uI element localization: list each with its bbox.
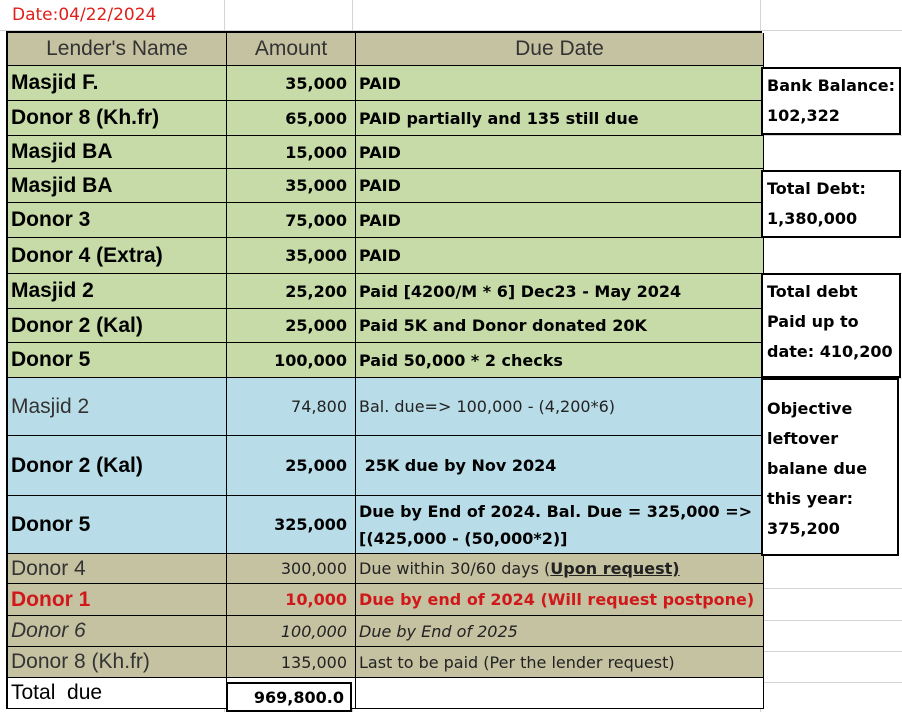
cell-amount-8[interactable]: 25,000 [227, 309, 356, 343]
cell-due-11[interactable]: 25K due by Nov 2024 [356, 436, 764, 496]
cell-amount-12[interactable]: 325,000 [227, 496, 356, 554]
cell-due-14[interactable]: Due by end of 2024 (Will request postpone) [356, 584, 764, 616]
cell-due-12[interactable]: Due by End of 2024. Bal. Due = 325,000 => [(425,000 - (50,000*2)] [356, 496, 764, 554]
cell-name-15[interactable]: Donor 6 [8, 616, 227, 647]
cell-name-2[interactable]: Donor 8 (Kh.fr) [8, 101, 227, 136]
cell-name-1[interactable]: Masjid F. [8, 66, 227, 101]
header-lender-name[interactable]: Lender's Name [8, 33, 227, 66]
cell-due-10[interactable]: Bal. due=> 100,000 - (4,200*6) [356, 378, 764, 436]
total-empty-cell[interactable] [356, 678, 764, 709]
cell-amount-2[interactable]: 65,000 [227, 101, 356, 136]
lender-table [6, 31, 762, 709]
cell-name-4[interactable]: Masjid BA [8, 169, 227, 203]
cell-name-10[interactable]: Masjid 2 [8, 378, 227, 436]
cell-amount-6[interactable]: 35,000 [227, 238, 356, 274]
cell-amount-5[interactable]: 75,000 [227, 203, 356, 238]
cell-due-7[interactable]: Paid [4200/M * 6] Dec23 - May 2024 [356, 274, 764, 309]
cell-amount-4[interactable]: 35,000 [227, 169, 356, 203]
total-label[interactable]: Total due [8, 678, 227, 709]
cell-amount-3[interactable]: 15,000 [227, 136, 356, 169]
cell-name-12[interactable]: Donor 5 [8, 496, 227, 554]
cell-amount-9[interactable]: 100,000 [227, 343, 356, 378]
total-paid-box[interactable]: Total debt Paid up to date: 410,200 [761, 273, 901, 378]
cell-name-14[interactable]: Donor 1 [8, 584, 227, 616]
objective-balance-box[interactable]: Objective leftover balane due this year: 375,200 [761, 378, 899, 556]
cell-due-4[interactable]: PAID [356, 169, 764, 203]
upon-request-link: Upon request) [550, 559, 680, 578]
cell-due-8[interactable]: Paid 5K and Donor donated 20K [356, 309, 764, 343]
cell-amount-11[interactable]: 25,000 [227, 436, 356, 496]
header-due-date[interactable]: Due Date [356, 33, 764, 66]
cell-name-9[interactable]: Donor 5 [8, 343, 227, 378]
cell-name-11[interactable]: Donor 2 (Kal) [8, 436, 227, 496]
cell-due-3[interactable]: PAID [356, 136, 764, 169]
cell-due-5[interactable]: PAID [356, 203, 764, 238]
cell-name-3[interactable]: Masjid BA [8, 136, 227, 169]
cell-due-15[interactable]: Due by End of 2025 [356, 616, 764, 647]
cell-due-16[interactable]: Last to be paid (Per the lender request) [356, 647, 764, 678]
due-text-13: Due within 30/60 days ( [359, 559, 551, 578]
cell-amount-14[interactable]: 10,000 [227, 584, 356, 616]
cell-name-7[interactable]: Masjid 2 [8, 274, 227, 309]
cell-amount-15[interactable]: 100,000 [227, 616, 356, 647]
cell-amount-16[interactable]: 135,000 [227, 647, 356, 678]
cell-amount-10[interactable]: 74,800 [227, 378, 356, 436]
cell-due-13[interactable] [356, 554, 764, 584]
date-cell[interactable]: Date:04/22/2024 [12, 5, 157, 25]
total-debt-box[interactable]: Total Debt: 1,380,000 [761, 170, 901, 238]
total-amount[interactable]: 969,800.0 [226, 682, 352, 712]
bank-balance-box[interactable]: Bank Balance: 102,322 [761, 67, 901, 135]
cell-name-6[interactable]: Donor 4 (Extra) [8, 238, 227, 274]
header-amount[interactable]: Amount [227, 33, 356, 66]
cell-due-1[interactable]: PAID [356, 66, 764, 101]
cell-name-8[interactable]: Donor 2 (Kal) [8, 309, 227, 343]
cell-amount-1[interactable]: 35,000 [227, 66, 356, 101]
cell-due-9[interactable]: Paid 50,000 * 2 checks [356, 343, 764, 378]
cell-amount-13[interactable]: 300,000 [227, 554, 356, 584]
cell-due-6[interactable]: PAID [356, 238, 764, 274]
cell-amount-7[interactable]: 25,200 [227, 274, 356, 309]
cell-due-2[interactable]: PAID partially and 135 still due [356, 101, 764, 136]
cell-name-16[interactable]: Donor 8 (Kh.fr) [8, 647, 227, 678]
cell-name-5[interactable]: Donor 3 [8, 203, 227, 238]
cell-name-13[interactable]: Donor 4 [8, 554, 227, 584]
